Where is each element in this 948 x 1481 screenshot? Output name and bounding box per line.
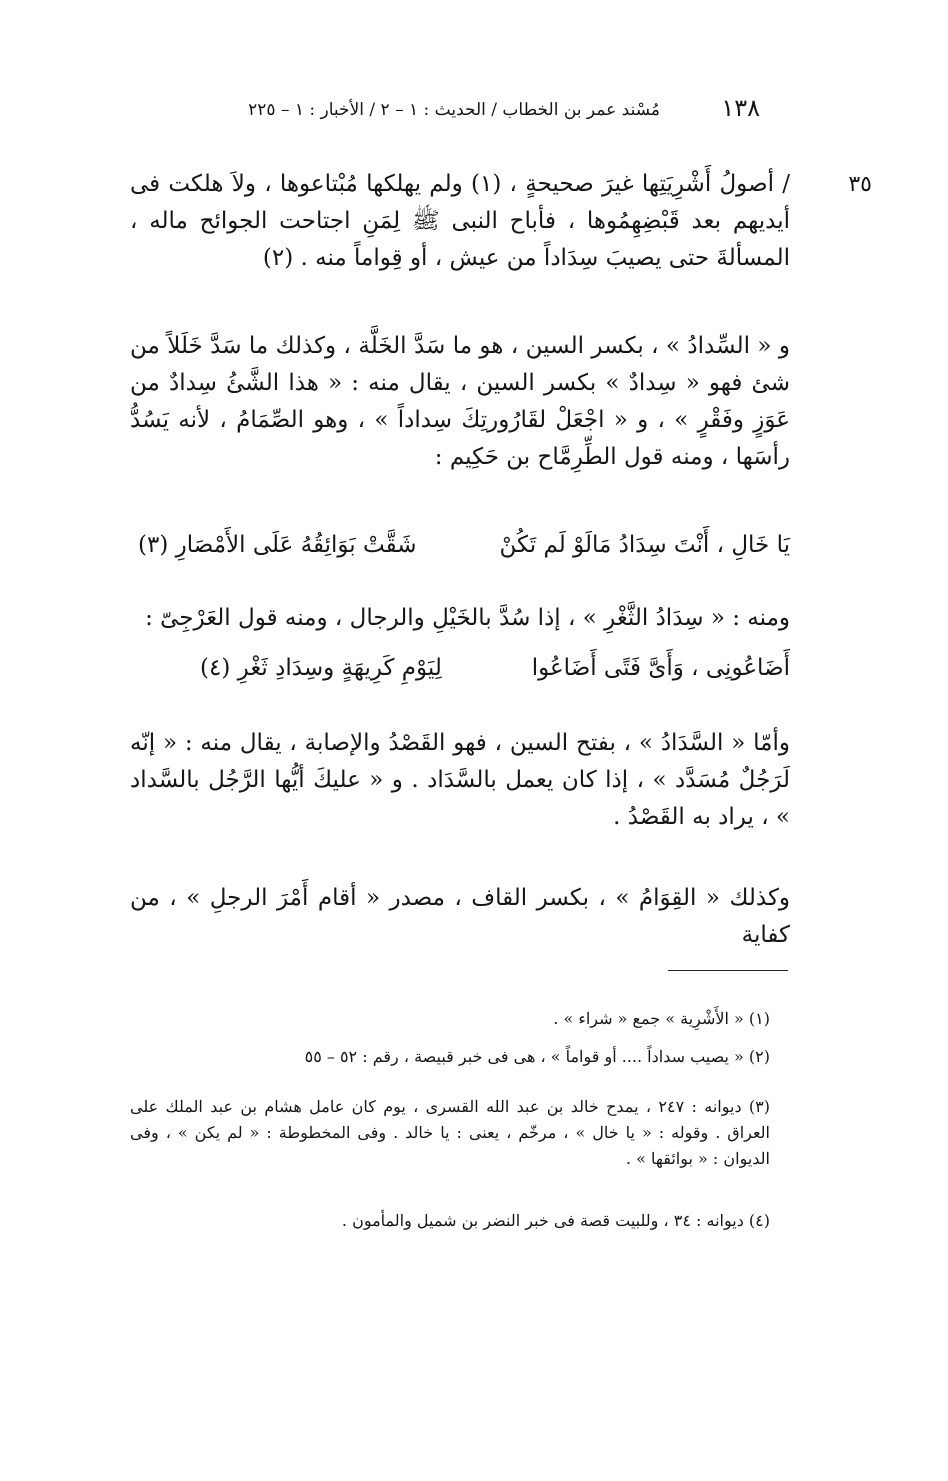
footnote: (١) « الأَشْرِية » جمع « شراء » . [553,1009,770,1028]
body-paragraph: ومنه : « سِدَادُ الثَّغْرِ » ، إذا سُدَّ بالخَيْلِ والرجال ، ومنه قول العَرْجِىّ : [145,605,790,631]
body-paragraph: و « السِّدادُ » ، بكسر السين ، هو ما سَدَّ الخَلَّة ، وكذلك ما سَدَّ خَلَلاً من شئ فهو « سِدادٌ » بكسر السين ، يقال منه : « هذا الشَّئُ سِدادٌ من عَوَزٍ وفَقْرٍ » ، و « اجْعَلْ لقَارُورتِكَ سِداداً » ، وهو الصِّمَامُ ، لأنه يَسُدُّ رأسَها ، ومنه قول الطِّرِمَّاح بن حَكِيم : [130,333,790,470]
page-number: ١٣٨ [721,94,760,122]
poetry-verse [130,532,790,572]
verse-second-hemistich: شَقَّتْ بَوَائِقُهُ عَلَى الأَمْصَارِ (٣) [138,532,417,558]
margin-line-number: ٣٥ [848,172,872,197]
body-paragraph: وكذلك « القِوَامُ » ، بكسر القاف ، مصدر « أقام أَمْرَ الرجلِ » ، من كفاية [130,885,790,948]
running-header [220,94,760,124]
footnote: (٣) ديوانه : ٢٤٧ ، يمدح خالد بن عبد الله القسرى ، يوم كان عامل هشام بن عبد الملك على العراق . وقوله : « يا خال » ، مرخّم ، يعنى : يا خالد . وفى المخطوطة : « لم يكن » ، وفى الديوان : « بوائقها » . [130,1097,771,1168]
running-title: مُسْند عمر بن الخطاب / الحديث : ١ – ٢ / الأخبار : ١ – ٢٢٥ [248,100,660,120]
body-paragraph: / أصولُ أَشْرِيَتِها غيرَ صحيحةٍ ، (١) ولم يهلكها مُبْتاعوها ، ولاَ هلكت فى أيديهم بعد قَبْضِهِمُوها ، فأباح النبى ﷺ لِمَنِ اجتاحت الجوائح ماله ، المسألةَ حتى يصيبَ سِدَاداً من عيش ، أو قِواماً منه . (٢) [130,171,790,271]
footnote: (٤) ديوانه : ٣٤ ، وللبيت قصة فى خبر النضر بن شميل والمأمون . [341,1211,770,1230]
verse-first-hemistich: أَضَاعُونِى ، وَأَىَّ فَتًى أَضَاعُوا [531,655,790,681]
footnote-divider [668,970,788,971]
poetry-verse [130,655,790,695]
body-paragraph: وأمّا « السَّدَادُ » ، بفتح السين ، فهو القَصْدُ والإصابة ، يقال منه : « إنّه لَرَجُلٌ مُسَدَّد » ، إذا كان يعمل بالسَّدَاد . و « عليكَ أيُّها الرَّجُل بالسَّداد » ، يراد به القَصْدُ . [130,730,790,830]
verse-first-hemistich: يَا خَالِ ، أَنْتَ سِدَادُ مَالَوْ لَم تَكُنْ [499,532,790,558]
footnote: (٢) « يصيب سداداً .... أو قواماً » ، هى فى خبر قبيصة ، رقم : ٥٢ – ٥٥ [304,1047,770,1066]
verse-second-hemistich: لِيَوْمِ كَرِيهَةٍ وسِدَادِ ثَغْرِ (٤) [200,655,442,681]
